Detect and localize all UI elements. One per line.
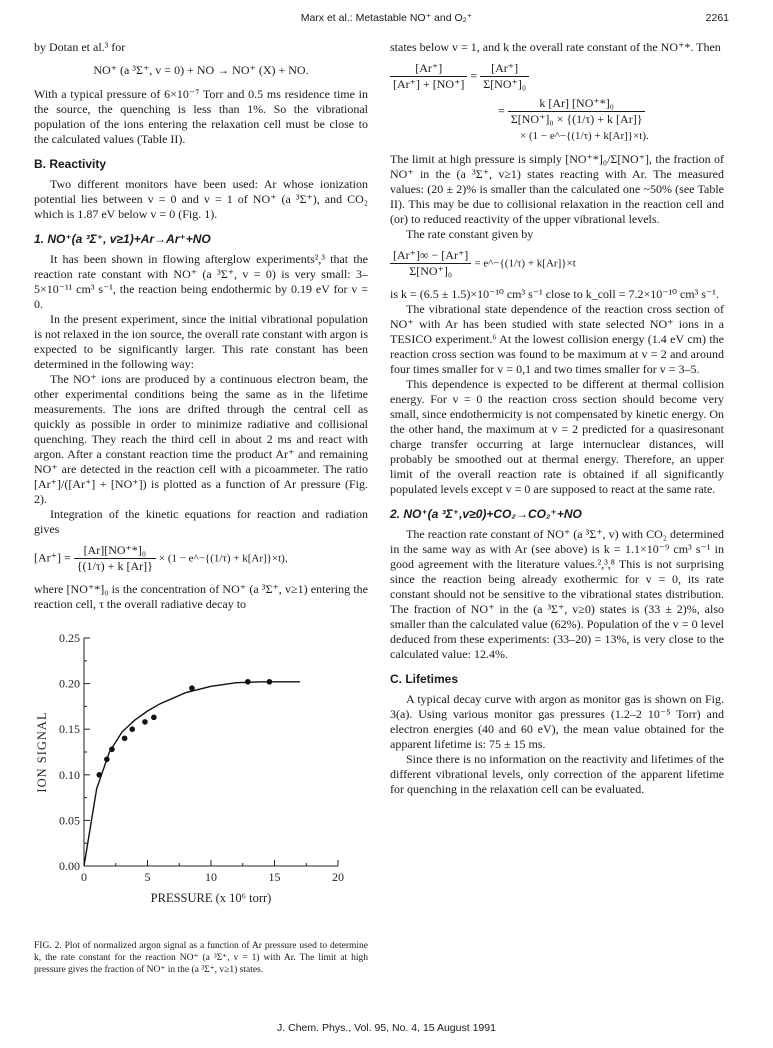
paragraph: by Dotan et al.³ for [34,40,126,54]
paragraph: It has been shown in flowing afterglow experiments²,³ that the reaction rate constant with NO⁺ (a ³Σ⁺, v = 0) is very small: 3–5×10⁻¹¹ cm³ s⁻¹, the reaction being endothermic by 0.19 eV for v = 0. [34,252,368,311]
x-tick-label: 15 [268,870,281,884]
paragraph: The rate constant given by [406,227,534,241]
paragraph: This dependence is expected to be different at thermal collision energy. For v = 0 the reaction cross section should become very small, since endothermicity is not compensated by kinetic energy. On the other hand, the maximum at v = 2 predicted for a quasiresonant charge transfer occurring at large internuclear distances, will probably be smoothed out at thermal energy. Therefore, an upper limit of the overall reaction rate is obtained if all significantly populated levels except v = 0 are supposed to react at the same rate. [390,377,724,496]
section-heading-reactivity: B. Reactivity [34,157,107,171]
chart-svg [30,628,364,928]
equation-3-a-denominator: [Ar⁺] + [NO⁺] [393,77,465,91]
paragraph: is k = (6.5 ± 1.5)×10⁻¹⁰ cm³ s⁻¹ close to k_coll = 7.2×10⁻¹⁰ cm³ s⁻¹. [390,287,719,301]
paragraph: Since there is no information on the reactivity and lifetimes of the different vibrational levels, only correction of the apparent lifetime for quenching in the relaxation cell can be evaluated. [390,752,724,796]
equation-4-rhs: = e^−{(1/τ) + k[Ar]}×t [474,257,576,270]
equation-3 [390,61,724,144]
x-tick-label: 5 [144,870,151,884]
equation-2-lhs: [Ar⁺] = [34,550,71,565]
equals-sign: = [470,68,481,83]
subsection-heading-ar: 1. NO⁺(a ³Σ⁺, v≥1)+Ar→Ar⁺+NO [34,232,211,246]
data-point [151,715,157,721]
paragraph: In the present experiment, since the initial vibrational population is not relaxed in the ion source, the overall rate constant with argon is expected to be significantly larger. This rate constant has been determined in the following way: [34,312,368,371]
x-tick-label: 10 [205,870,217,884]
right-column [390,40,724,797]
y-tick-label: 0.00 [59,859,80,873]
y-tick-label: 0.15 [59,722,80,737]
data-point [245,679,251,685]
equation-2-rhs: × (1 − e^−{(1/τ) + k[Ar]}×t), [158,552,288,565]
section-heading-lifetimes: C. Lifetimes [390,672,459,686]
equation-3-c-denominator: Σ[NO⁺]₀ × {(1/τ) + k [Ar]} [510,112,643,126]
paragraph: The limit at high pressure is simply [NO⁺*]₀/Σ[NO⁺], the fraction of NO⁺ in the (a ³Σ⁺, v≥1) states reacting with Ar. The measured values: (20 ± 2)% is smaller than the calculated one ~50% (see Table II). This may be due to collisional relaxation in the reaction cell and (or) to reduced reactivity of the upper vibrational levels. [390,152,724,226]
equation-2-fraction [74,543,156,574]
equation-3-fraction-b [480,61,529,92]
equation-3-a-numerator: [Ar⁺] [390,61,467,77]
data-point [104,756,110,762]
data-point [142,719,148,725]
equation-3-fraction-c [508,96,646,127]
equation-1: NO⁺ (a ³Σ⁺, v = 0) + NO → NO⁺ (X) + NO. [93,63,309,77]
paragraph: The reaction rate constant of NO⁺ (a ³Σ⁺, v) with CO₂ determined in the same way as with Ar (see above) is k = 1.1×10⁻⁹ cm³ s⁻¹ in good agreement with the literature values.²,³,⁸ This is not surprising since the reaction being already exothermic for v = 0, its rate constant should not be sensitive to the vibrational states distribution. The fraction of NO⁺ in the (a ³Σ⁺, v≥0) states is (33 ± 2)%, also smaller than the calculated value (62%). Population of the v = 0 level deduced from these experiments: (33–20) = 13%, is very close to the calculated value: 12.4%. [390,527,724,661]
equation-3-fraction-a [390,61,467,92]
data-point [189,685,195,691]
page-number: 2261 [705,12,729,24]
paragraph: Integration of the kinetic equations for reaction and radiation gives [34,507,368,536]
paragraph: With a typical pressure of 6×10⁻⁷ Torr and 0.5 ms residence time in the source, the quenching is less than 1%. So the vibrational population of the ions entering the relaxation cell must be close to the calculated values (Table II). [34,87,368,146]
figure-2-chart [30,628,364,928]
fit-curve [84,682,300,866]
x-axis-label: PRESSURE (x 10⁶ torr) [150,891,272,905]
paragraph: Two different monitors have been used: Ar whose ionization potential lies between v = 0 and v = 1 of NO⁺ (a ³Σ⁺), and CO₂ which is 1.87 eV below v = 0 (Fig. 1). [34,177,368,221]
data-point [267,679,273,685]
y-tick-label: 0.25 [59,631,80,645]
paragraph: The vibrational state dependence of the reaction cross section of NO⁺ with Ar has been studied with state selected NO⁺ ions in a TESICO experiment.⁶ At the lowest collision energy (1.4 eV cm) the reaction cross section was found to be maximum at v = 2 and around four times smaller for v = 0,1 and two times smaller for v = 3–5. [390,302,724,376]
equation-3-b-numerator: [Ar⁺] [480,61,529,77]
equation-3-b-denominator: Σ[NO⁺]₀ [483,77,527,91]
figure-2-caption: FIG. 2. Plot of normalized argon signal as a function of Ar pressure used to determine k, the rate constant for the reaction NO⁺ (a ³Σ⁺, v = 1) with Ar. The limit at high pressure gives the fraction of NO⁺ in the (a ³Σ⁺, v≥1) states. [34,941,368,975]
equation-4 [390,248,724,279]
data-point [96,772,102,778]
data-point [129,726,135,732]
paragraph: A typical decay curve with argon as monitor gas is shown on Fig. 3(a). Using various monitor gas pressures (1.2–2 10⁻⁵ Torr) and electron energies (40 and 60 eV), the mean value obtained for the apparent lifetime is: 75 ± 15 ms. [390,692,724,751]
equation-4-numerator: [Ar⁺]∞ − [Ar⁺] [390,248,471,264]
equation-4-fraction [390,248,471,279]
paragraph: The NO⁺ ions are produced by a continuous electron beam, the other experimental conditions being the same as in the lifetime measurements. The ions are drifted through the central cell as quickly as possible in order to minimize radiative and collisional quenching. They reach the third cell in about 2 ms and react with argon. After a constant reaction time the product Ar⁺ and remaining NO⁺ are detected in the reaction cell with a picoammeter. The ratio [Ar⁺]/([Ar⁺] + [NO⁺]) is plotted as a function of Ar pressure (Fig. 2). [34,372,368,506]
equation-4-denominator: Σ[NO⁺]₀ [409,264,453,278]
data-point [122,736,128,742]
y-tick-label: 0.05 [59,813,80,828]
equation-2-numerator: [Ar][NO⁺*]₀ [74,543,156,559]
data-point [109,746,115,752]
running-title: Marx et al.: Metastable NO⁺ and O₂⁺ [300,12,473,24]
y-tick-label: 0.20 [59,676,80,691]
x-tick-label: 0 [81,870,87,884]
equals-sign: = [498,103,508,118]
subsection-heading-co2: 2. NO⁺(a ³Σ⁺,v≥0)+CO₂→CO₂⁺+NO [390,507,582,521]
journal-footer: J. Chem. Phys., Vol. 95, No. 4, 15 August 1991 [277,1022,496,1034]
equation-3-c-numerator: k [Ar] [NO⁺*]₀ [508,96,646,112]
y-axis-label: ION SIGNAL [35,711,49,793]
left-column [34,40,368,612]
equation-2-denominator: {(1/τ) + k [Ar]} [76,559,153,573]
y-tick-label: 0.10 [59,767,80,782]
paragraph: where [NO⁺*]₀ is the concentration of NO⁺ (a ³Σ⁺, v≥1) entering the reaction cell, τ the overall radiative decay to [34,582,368,611]
paragraph: states below v = 1, and k the overall rate constant of the NO⁺*. Then [390,40,721,54]
x-tick-label: 20 [332,870,344,884]
equation-2 [34,543,368,574]
equation-3-tail: × (1 − e^−{(1/τ) + k[Ar]}×t). [520,130,649,142]
